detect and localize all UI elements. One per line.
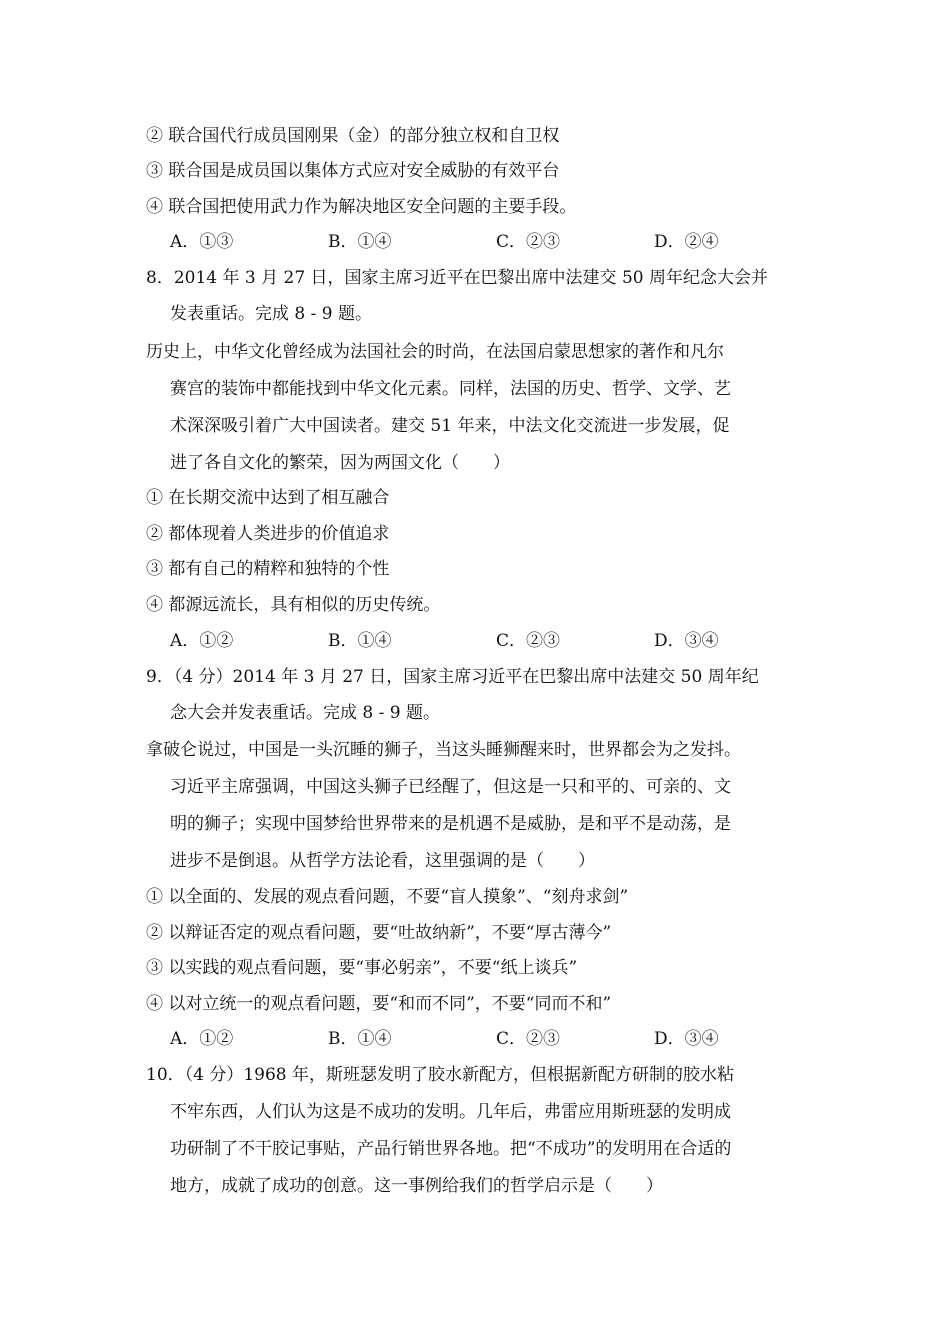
- q9-statement-1: ① 以全面的、发展的观点看问题，不要“盲人摸象”、“刻舟求剑”: [146, 887, 629, 907]
- q8-material-line-3: 术深深吸引着广大中国读者。建交 51 年来，中法文化交流进一步发展，促: [170, 416, 730, 436]
- q9-material-line-3: 明的狮子；实现中国梦给世界带来的是机遇不是威胁，是和平不是动荡，是: [170, 814, 731, 834]
- q9-statement-4: ④ 以对立统一的观点看问题，要“和而不同”，不要“同而不和”: [146, 994, 612, 1014]
- q7-option-a: A．①③: [170, 232, 234, 252]
- q8-option-d: D．③④: [654, 631, 719, 651]
- q10-stem-line-1: 10．（4 分）1968 年，斯班瑟发明了胶水新配方，但根据新配方研制的胶水粘: [146, 1065, 735, 1085]
- q8-statement-3: ③ 都有自己的精粹和独特的个性: [146, 559, 390, 579]
- q10-stem-line-2: 不牢东西，人们认为这是不成功的发明。几年后，弗雷应用斯班瑟的发明成: [170, 1102, 731, 1122]
- q8-option-c: C．②③: [496, 631, 561, 651]
- q9-option-b: B．①④: [328, 1029, 392, 1049]
- q7-statement-3: ③ 联合国是成员国以集体方式应对安全威胁的有效平台: [146, 161, 560, 181]
- q10-stem-line-4: 地方，成就了成功的创意。这一事例给我们的哲学启示是（ ）: [170, 1176, 663, 1196]
- q8-option-a: A．①②: [170, 631, 234, 651]
- q7-statement-2: ② 联合国代行成员国刚果（金）的部分独立权和自卫权: [146, 126, 560, 146]
- q9-statement-2: ② 以辩证否定的观点看问题，要“吐故纳新”，不要“厚古薄今”: [146, 923, 612, 943]
- q8-stem-line-2: 发表重话。完成 8 - 9 题。: [170, 304, 372, 324]
- q9-stem-line-2: 念大会并发表重话。完成 8 - 9 题。: [170, 703, 440, 723]
- q9-option-c: C．②③: [496, 1029, 561, 1049]
- q8-statement-1: ① 在长期交流中达到了相互融合: [146, 488, 390, 508]
- q7-option-c: C．②③: [496, 232, 561, 252]
- q8-material-line-1: 历史上，中华文化曾经成为法国社会的时尚，在法国启蒙思想家的著作和凡尔: [146, 342, 724, 362]
- q10-stem-line-3: 功研制了不干胶记事贴，产品行销世界各地。把“不成功”的发明用在合适的: [170, 1139, 732, 1159]
- q8-stem-line-1: 8．2014 年 3 月 27 日，国家主席习近平在巴黎出席中法建交 50 周年纪念大会并: [146, 268, 768, 288]
- q9-stem-line-1: 9．（4 分）2014 年 3 月 27 日，国家主席习近平在巴黎出席中法建交 50 周年纪: [146, 667, 759, 687]
- q7-option-b: B．①④: [328, 232, 392, 252]
- q9-material-line-2: 习近平主席强调，中国这头狮子已经醒了，但这是一只和平的、可亲的、文: [170, 777, 731, 797]
- q7-option-d: D．②④: [654, 232, 719, 252]
- q9-option-d: D．③④: [654, 1029, 719, 1049]
- q8-material-line-2: 赛宫的装饰中都能找到中华文化元素。同样，法国的历史、哲学、文学、艺: [170, 379, 731, 399]
- q9-material-line-4: 进步不是倒退。从哲学方法论看，这里强调的是（ ）: [170, 851, 595, 871]
- q9-material-line-1: 拿破仑说过，中国是一头沉睡的狮子，当这头睡狮醒来时，世界都会为之发抖。: [146, 740, 741, 760]
- q8-statement-2: ② 都体现着人类进步的价值追求: [146, 524, 390, 544]
- q9-statement-3: ③ 以实践的观点看问题，要“事必躬亲”，不要“纸上谈兵”: [146, 958, 578, 978]
- q8-option-b: B．①④: [328, 631, 392, 651]
- q7-statement-4: ④ 联合国把使用武力作为解决地区安全问题的主要手段。: [146, 197, 577, 217]
- q8-statement-4: ④ 都源远流长，具有相似的历史传统。: [146, 595, 441, 615]
- q8-material-line-4: 进了各自文化的繁荣，因为两国文化（ ）: [170, 453, 510, 473]
- q9-option-a: A．①②: [170, 1029, 234, 1049]
